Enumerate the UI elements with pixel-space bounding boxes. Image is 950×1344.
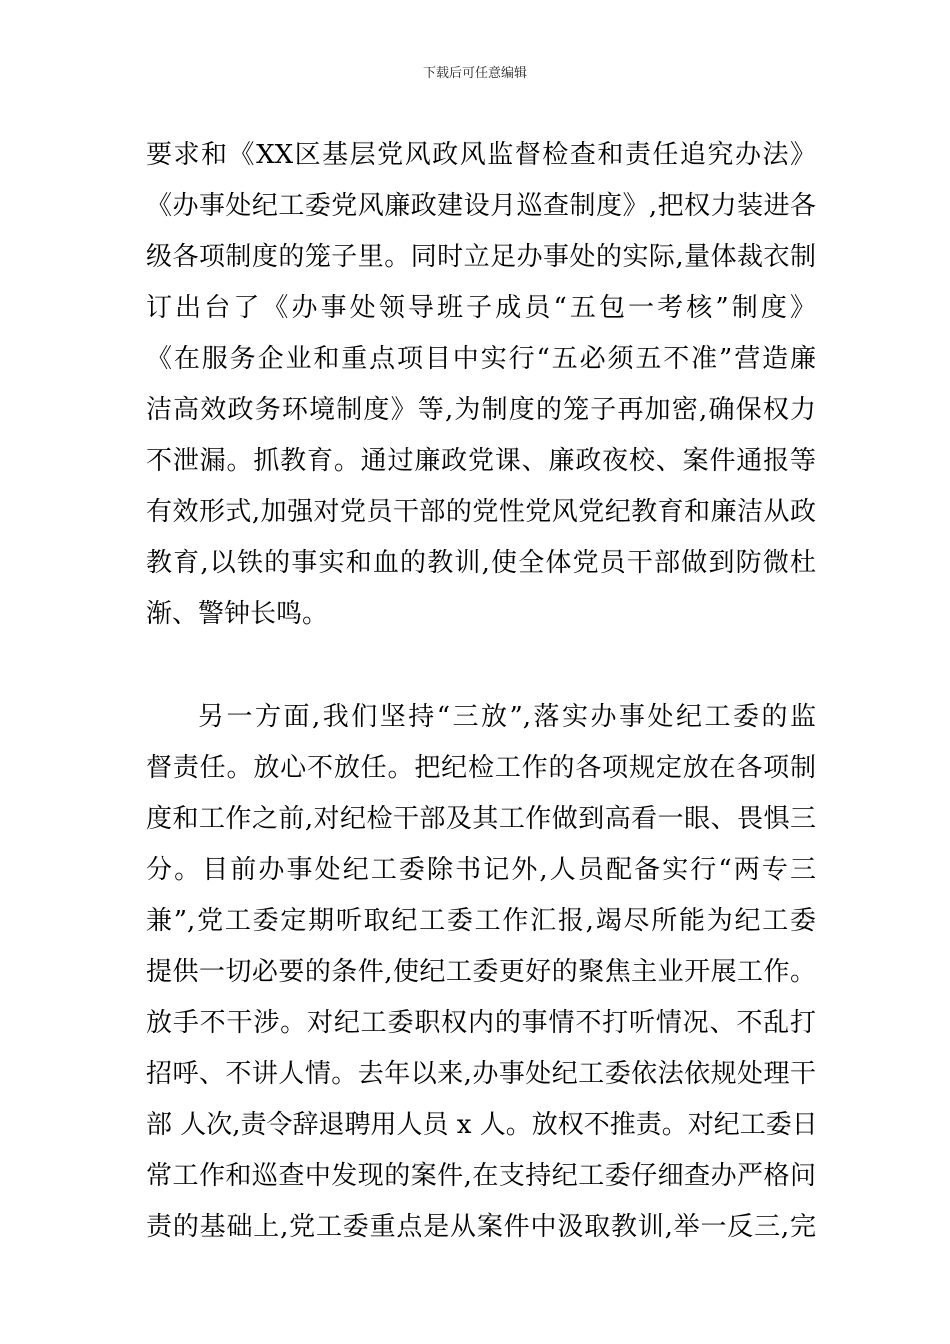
text-line: 放手不干涉。对纪工委职权内的事情不打听情况、不乱打 xyxy=(146,1008,816,1038)
text-line: 教育,以铁的事实和血的教训,使全体党员干部做到防微杜 xyxy=(146,548,816,578)
page-header-note: 下载后可任意编辑 xyxy=(422,66,527,81)
text-line: 《在服务企业和重点项目中实行“五必须五不准”营造廉 xyxy=(146,344,816,374)
text-line: 度和工作之前,对纪检干部及其工作做到高看一眼、畏惧三 xyxy=(146,804,816,834)
text-line: 洁高效政务环境制度》等,为制度的笼子再加密,确保权力 xyxy=(146,395,816,425)
text-line: 督责任。放心不放任。把纪检工作的各项规定放在各项制 xyxy=(146,753,816,783)
text-line: 有效形式,加强对党员干部的党性党风党纪教育和廉洁从政 xyxy=(146,497,816,527)
text-line: 另一方面,我们坚持“三放”,落实办事处纪工委的监 xyxy=(198,702,816,732)
text-line: 分。目前办事处纪工委除书记外,人员配备实行“两专三 xyxy=(146,855,816,885)
text-line: 招呼、不讲人情。去年以来,办事处纪工委依法依规处理干 xyxy=(146,1059,816,1089)
text-line: 不泄漏。抓教育。通过廉政党课、廉政夜校、案件通报等 xyxy=(146,446,816,476)
text-line: 《办事处纪工委党风廉政建设月巡查制度》,把权力装进各 xyxy=(146,191,816,221)
text-line: 常工作和巡查中发现的案件,在支持纪工委仔细查办严格问 xyxy=(146,1161,816,1191)
text-line: 提供一切必要的条件,使纪工委更好的聚焦主业开展工作。 xyxy=(146,957,816,987)
text-line: 兼”,党工委定期听取纪工委工作汇报,竭尽所能为纪工委 xyxy=(146,906,816,936)
document-body xyxy=(146,130,816,1253)
text-line: 要求和《XX区基层党风政风监督检查和责任追究办法》 xyxy=(146,140,816,170)
text-line: 级各项制度的笼子里。同时立足办事处的实际,量体裁衣制 xyxy=(146,242,816,272)
paragraph-1 xyxy=(146,130,816,640)
paragraph-2 xyxy=(146,692,816,1253)
text-line: 订出台了《办事处领导班子成员“五包一考核”制度》 xyxy=(146,293,816,323)
text-line: 渐、警钟长鸣。 xyxy=(146,599,329,629)
text-line: 责的基础上,党工委重点是从案件中汲取教训,举一反三,完 xyxy=(146,1212,816,1242)
text-line: 部 人次,责令辞退聘用人员 x 人。放权不推责。对纪工委日 xyxy=(146,1110,818,1140)
paragraph-gap xyxy=(146,640,816,692)
